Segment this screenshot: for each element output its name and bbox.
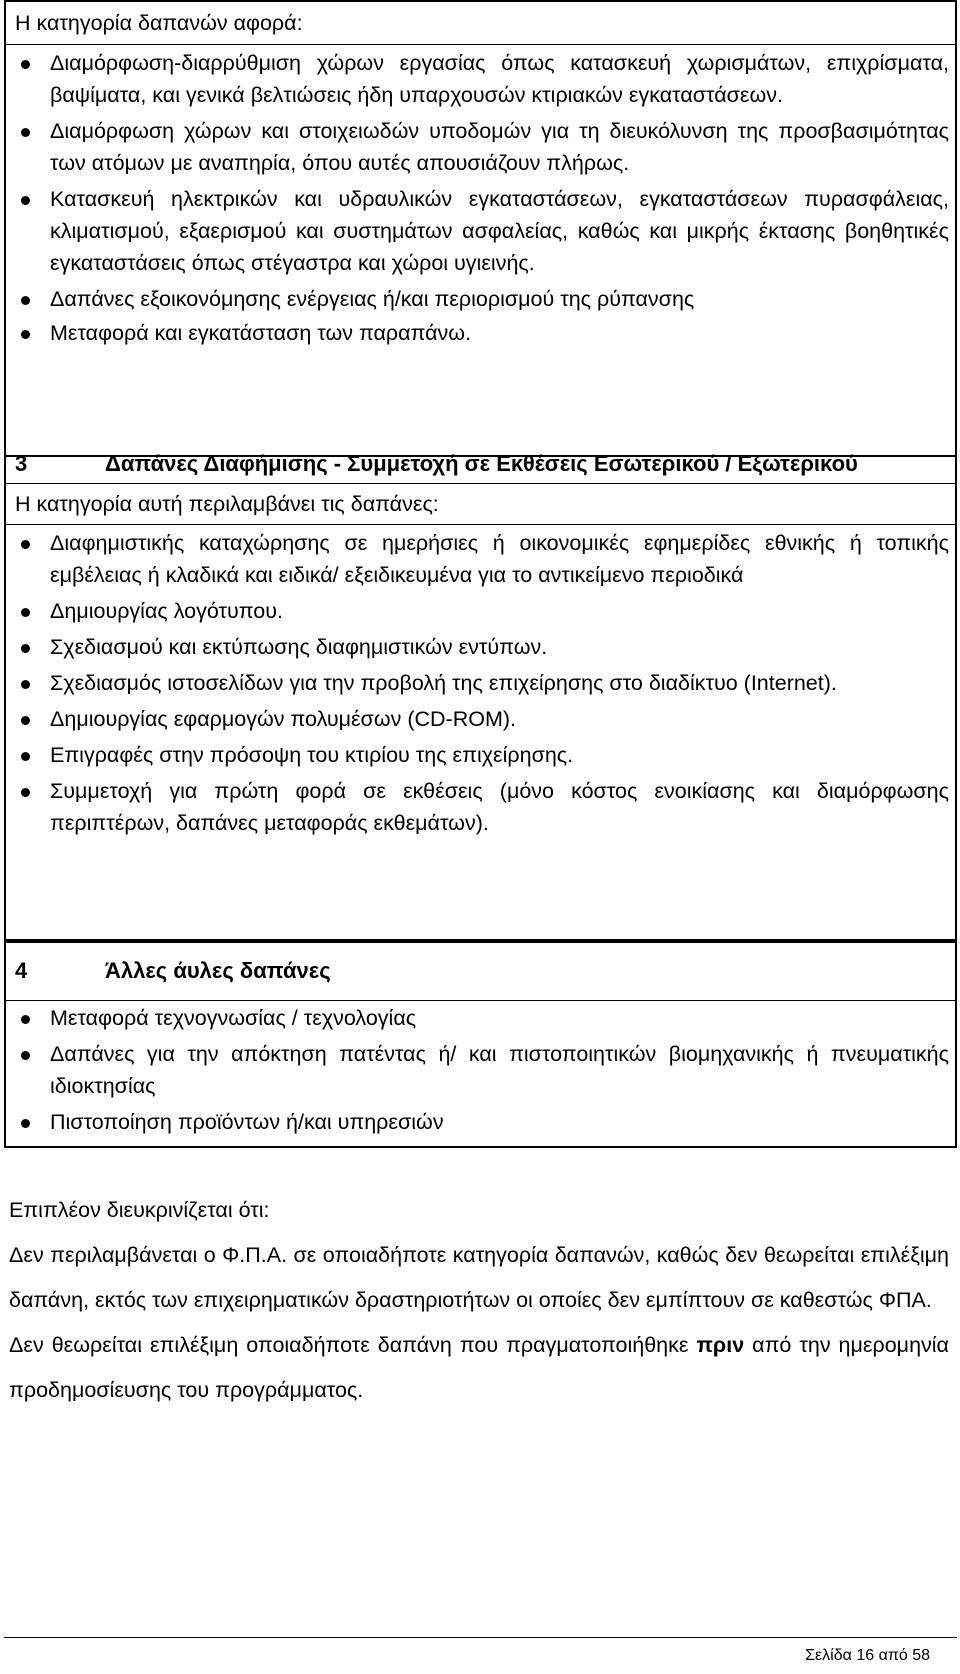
footer-divider [4,1637,957,1638]
divider [4,1000,957,1001]
divider [4,483,957,484]
list-item: Διαμόρφωση χώρων και στοιχειωδών υποδομών για τη διευκόλυνση της προσβασιμότητας των ατόμων με αναπηρία, όπου αυτές απουσιάζουν πλήρως. [6,115,959,179]
prior-note-emphasis: πριν [696,1333,745,1357]
list-item: Διαφημιστικής καταχώρησης σε ημερήσιες ή οικονομικές εφημερίδες εθνικής ή τοπικής εμβέλειας ή κλαδικά και ειδικά/ εξειδικευμένα για το αντικείμενο περιοδικά [6,527,959,591]
prior-expense-note [9,1323,949,1413]
list-item: Σχεδιασμού και εκτύπωσης διαφημιστικών εντύπων. [6,631,959,663]
list-item: Επιγραφές στην πρόσοψη του κτιρίου της επιχείρησης. [6,739,959,771]
list-item: Δαπάνες για την απόκτηση πατέντας ή/ και πιστοποιητικών βιομηχανικής ή πνευματικής ιδιοκτησίας [6,1038,959,1102]
category-title: Η κατηγορία δαπανών αφορά: [15,11,303,35]
list-item: Δαπάνες εξοικονόμησης ενέργειας ή/και περιορισμού της ρύπανσης [6,283,959,315]
section-4-heading [15,955,947,987]
page-number: Σελίδα 16 από 58 [805,1647,930,1664]
list-item: Κατασκευή ηλεκτρικών και υδραυλικών εγκαταστάσεων, εγκαταστάσεων πυρασφάλειας, κλιματισμού, εξαερισμού και συστημάτων ασφαλείας, καθώς και μικρής έκτασης βοηθητικές εγκαταστάσεις όπως στέγαστρα και χώροι υγιεινής. [6,183,959,279]
divider [4,44,957,45]
section-4-box [4,941,957,1148]
clarifications [9,1188,949,1413]
section-3-list [6,527,959,839]
list-item: Μεταφορά τεχνογνωσίας / τεχνολογίας [6,1002,959,1034]
prior-note-lead: Δεν θεωρείται επιλέξιμη οποιαδήποτε δαπάνη που πραγματοποιήθηκε [9,1333,689,1357]
clarifications-intro: Επιπλέον διευκρινίζεται ότι: [9,1198,270,1222]
section-3-title: Δαπάνες Διαφήμισης - Συμμετοχή σε Εκθέσεις Εσωτερικού / Εξωτερικού [105,451,858,476]
section-3-intro: Η κατηγορία αυτή περιλαμβάνει τις δαπάνες: [15,492,439,516]
section-4-list [6,1002,959,1138]
divider [4,524,957,525]
list-item: Διαμόρφωση-διαρρύθμιση χώρων εργασίας όπως κατασκευή χωρισμάτων, επιχρίσματα, βαψίματα, και γενικά βελτιώσεις ήδη υπαρχουσών κτιριακών εγκαταστάσεων. [6,47,959,111]
list-item: Πιστοποίηση προϊόντων ή/και υπηρεσιών [6,1106,959,1138]
list-item: Συμμετοχή για πρώτη φορά σε εκθέσεις (μόνο κόστος ενοικίασης και διαμόρφωσης περιπτέρων, δαπάνες μεταφοράς εκθεμάτων). [6,775,959,839]
list-item: Μεταφορά και εγκατάσταση των παραπάνω. [6,317,959,349]
section-3-number: 3 [15,451,28,476]
prior-note-tail: από την ημερομηνία προδημοσίευσης του προγράμματος. [9,1333,949,1402]
section-3-heading [15,448,947,480]
section-4-number: 4 [15,958,28,983]
list-item: Σχεδιασμός ιστοσελίδων για την προβολή της επιχείρησης στο διαδίκτυο (Internet). [6,667,959,699]
section-4-title: Άλλες άυλες δαπάνες [105,958,331,983]
section-3-box [4,451,957,941]
list-item: Δημιουργίας λογότυπου. [6,595,959,627]
expense-category-box [4,0,957,457]
category-list [6,47,959,349]
vat-note: Δεν περιλαμβάνεται ο Φ.Π.Α. σε οποιαδήποτε κατηγορία δαπανών, καθώς δεν θεωρείται επιλέξιμη δαπάνη, εκτός των επιχειρηματικών δραστηριοτήτων οι οποίες δεν εμπίπτουν σε καθεστώς ΦΠΑ. [9,1243,949,1312]
list-item: Δημιουργίας εφαρμογών πολυμέσων (CD-ROM). [6,703,959,735]
